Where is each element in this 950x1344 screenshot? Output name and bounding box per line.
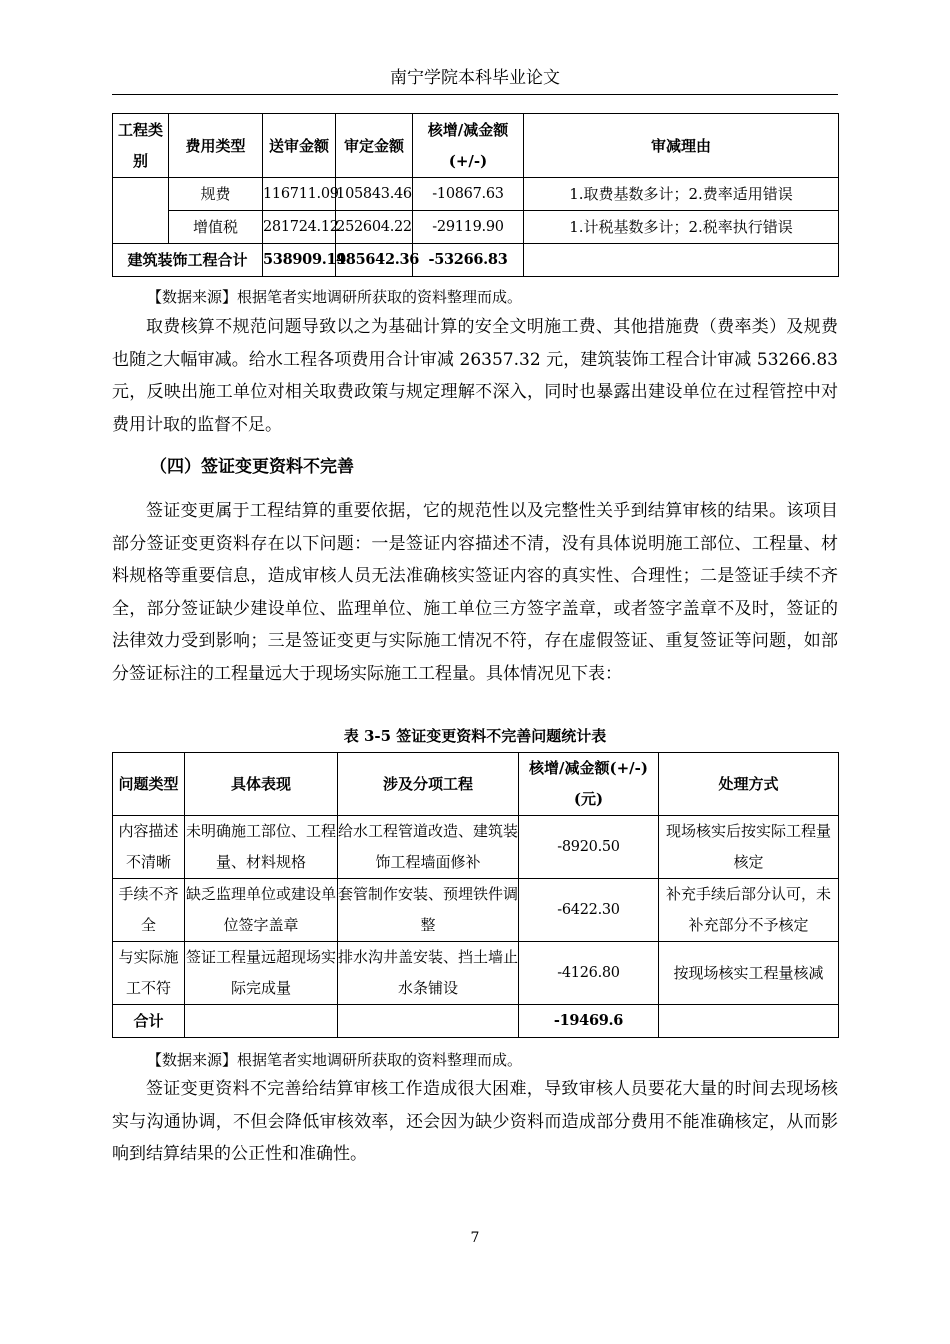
t2-header-scope: 涉及分项工程	[338, 753, 519, 816]
t1-cell-submitted: 281724.12	[263, 211, 336, 244]
t2-cell-amount: -8920.50	[519, 816, 659, 879]
t1-header-category: 工程类别	[113, 114, 169, 178]
t1-header-reason: 审减理由	[524, 114, 839, 178]
t2-total-empty	[338, 1005, 519, 1038]
t2-cell-handling: 现场核实后按实际工程量核定	[659, 816, 839, 879]
page-number: 7	[470, 1230, 480, 1246]
data-source-note: 【数据来源】根据笔者实地调研所获取的资料整理而成。	[147, 288, 523, 306]
t1-cell-change: -29119.90	[413, 211, 524, 244]
table-row	[113, 178, 839, 211]
t1-header-submitted: 送审金额	[263, 114, 336, 178]
table-row	[113, 879, 839, 942]
t2-cell-amount: -6422.30	[519, 879, 659, 942]
visa-issue-table	[112, 752, 839, 1038]
t2-cell-scope: 套管制作安装、预埋铁件调整	[338, 879, 519, 942]
t2-total-empty	[659, 1005, 839, 1038]
t2-cell-detail: 签证工程量远超现场实际完成量	[185, 942, 338, 1005]
t1-total-change: -53266.83	[413, 244, 524, 277]
table-total-row	[113, 244, 839, 277]
section-heading: （四）签证变更资料不完善	[150, 457, 354, 477]
table-row	[113, 211, 839, 244]
t2-cell-type: 手续不齐全	[113, 879, 185, 942]
t1-cell-fee-type: 规费	[169, 178, 263, 211]
t1-cell-submitted: 116711.09	[263, 178, 336, 211]
t1-cell-category	[113, 178, 169, 244]
t1-total-approved: 485642.36	[336, 244, 413, 277]
t2-total-amount: -19469.6	[519, 1005, 659, 1038]
t2-total-label: 合计	[113, 1005, 185, 1038]
t2-header-detail: 具体表现	[185, 753, 338, 816]
t1-total-reason	[524, 244, 839, 277]
t2-header-handling: 处理方式	[659, 753, 839, 816]
t1-cell-approved: 105843.46	[336, 178, 413, 211]
t1-cell-reason: 1.计税基数多计；2.税率执行错误	[524, 211, 839, 244]
body-paragraph: 签证变更资料不完善给结算审核工作造成很大困难，导致审核人员要花大量的时间去现场核实与沟通协调，不但会降低审核效率，还会因为缺少资料而造成部分费用不能准确核定，从而影响到结算结果的公正性和准确性。	[112, 1079, 838, 1164]
body-paragraph: 取费核算不规范问题导致以之为基础计算的安全文明施工费、其他措施费（费率类）及规费也随之大幅审减。给水工程各项费用合计审减 26357.32 元，建筑装饰工程合计审减 53266.83 元，反映出施工单位对相关取费政策与规定理解不深入，同时也暴露出建设单位在过程管控中对费用计取的监督不足。	[112, 317, 838, 435]
t2-cell-detail: 未明确施工部位、工程量、材料规格	[185, 816, 338, 879]
t2-cell-type: 与实际施工不符	[113, 942, 185, 1005]
table-total-row	[113, 1005, 839, 1038]
table-row	[113, 942, 839, 1005]
t2-header-type: 问题类型	[113, 753, 185, 816]
t1-cell-change: -10867.63	[413, 178, 524, 211]
t1-total-submitted: 538909.19	[263, 244, 336, 277]
t1-header-fee-type: 费用类型	[169, 114, 263, 178]
t1-header-approved: 审定金额	[336, 114, 413, 178]
table-row	[113, 816, 839, 879]
header-rule	[112, 94, 838, 95]
t2-cell-handling: 补充手续后部分认可，未补充部分不予核定	[659, 879, 839, 942]
t2-cell-type: 内容描述不清晰	[113, 816, 185, 879]
t1-header-change: 核增/减金额(+/-)	[413, 114, 524, 178]
t2-total-empty	[185, 1005, 338, 1038]
body-paragraph: 签证变更属于工程结算的重要依据，它的规范性以及完整性关乎到结算审核的结果。该项目部分签证变更资料存在以下问题：一是签证内容描述不清，没有具体说明施工部位、工程量、材料规格等重要信息，造成审核人员无法准确核实签证内容的真实性、合理性；二是签证手续不齐全，部分签证缺少建设单位、监理单位、施工单位三方签字盖章，或者签字盖章不及时，签证的法律效力受到影响；三是签证变更与实际施工情况不符，存在虚假签证、重复签证等问题，如部分签证标注的工程量远大于现场实际施工工程量。具体情况见下表：	[112, 501, 838, 684]
fee-audit-table	[112, 113, 839, 277]
t2-cell-scope: 给水工程管道改造、建筑装饰工程墙面修补	[338, 816, 519, 879]
data-source-note: 【数据来源】根据笔者实地调研所获取的资料整理而成。	[147, 1051, 523, 1069]
t1-total-label: 建筑装饰工程合计	[113, 244, 263, 277]
table-caption: 表 3-5 签证变更资料不完善问题统计表	[343, 727, 607, 745]
t1-cell-reason: 1.取费基数多计；2.费率适用错误	[524, 178, 839, 211]
t2-cell-detail: 缺乏监理单位或建设单位签字盖章	[185, 879, 338, 942]
t1-cell-approved: 252604.22	[336, 211, 413, 244]
t2-header-amount: 核增/减金额(+/-)(元)	[519, 753, 659, 816]
t2-cell-scope: 排水沟井盖安装、挡土墙止水条铺设	[338, 942, 519, 1005]
t2-cell-amount: -4126.80	[519, 942, 659, 1005]
page-header: 南宁学院本科毕业论文	[390, 68, 560, 88]
t1-cell-fee-type: 增值税	[169, 211, 263, 244]
t2-cell-handling: 按现场核实工程量核减	[659, 942, 839, 1005]
